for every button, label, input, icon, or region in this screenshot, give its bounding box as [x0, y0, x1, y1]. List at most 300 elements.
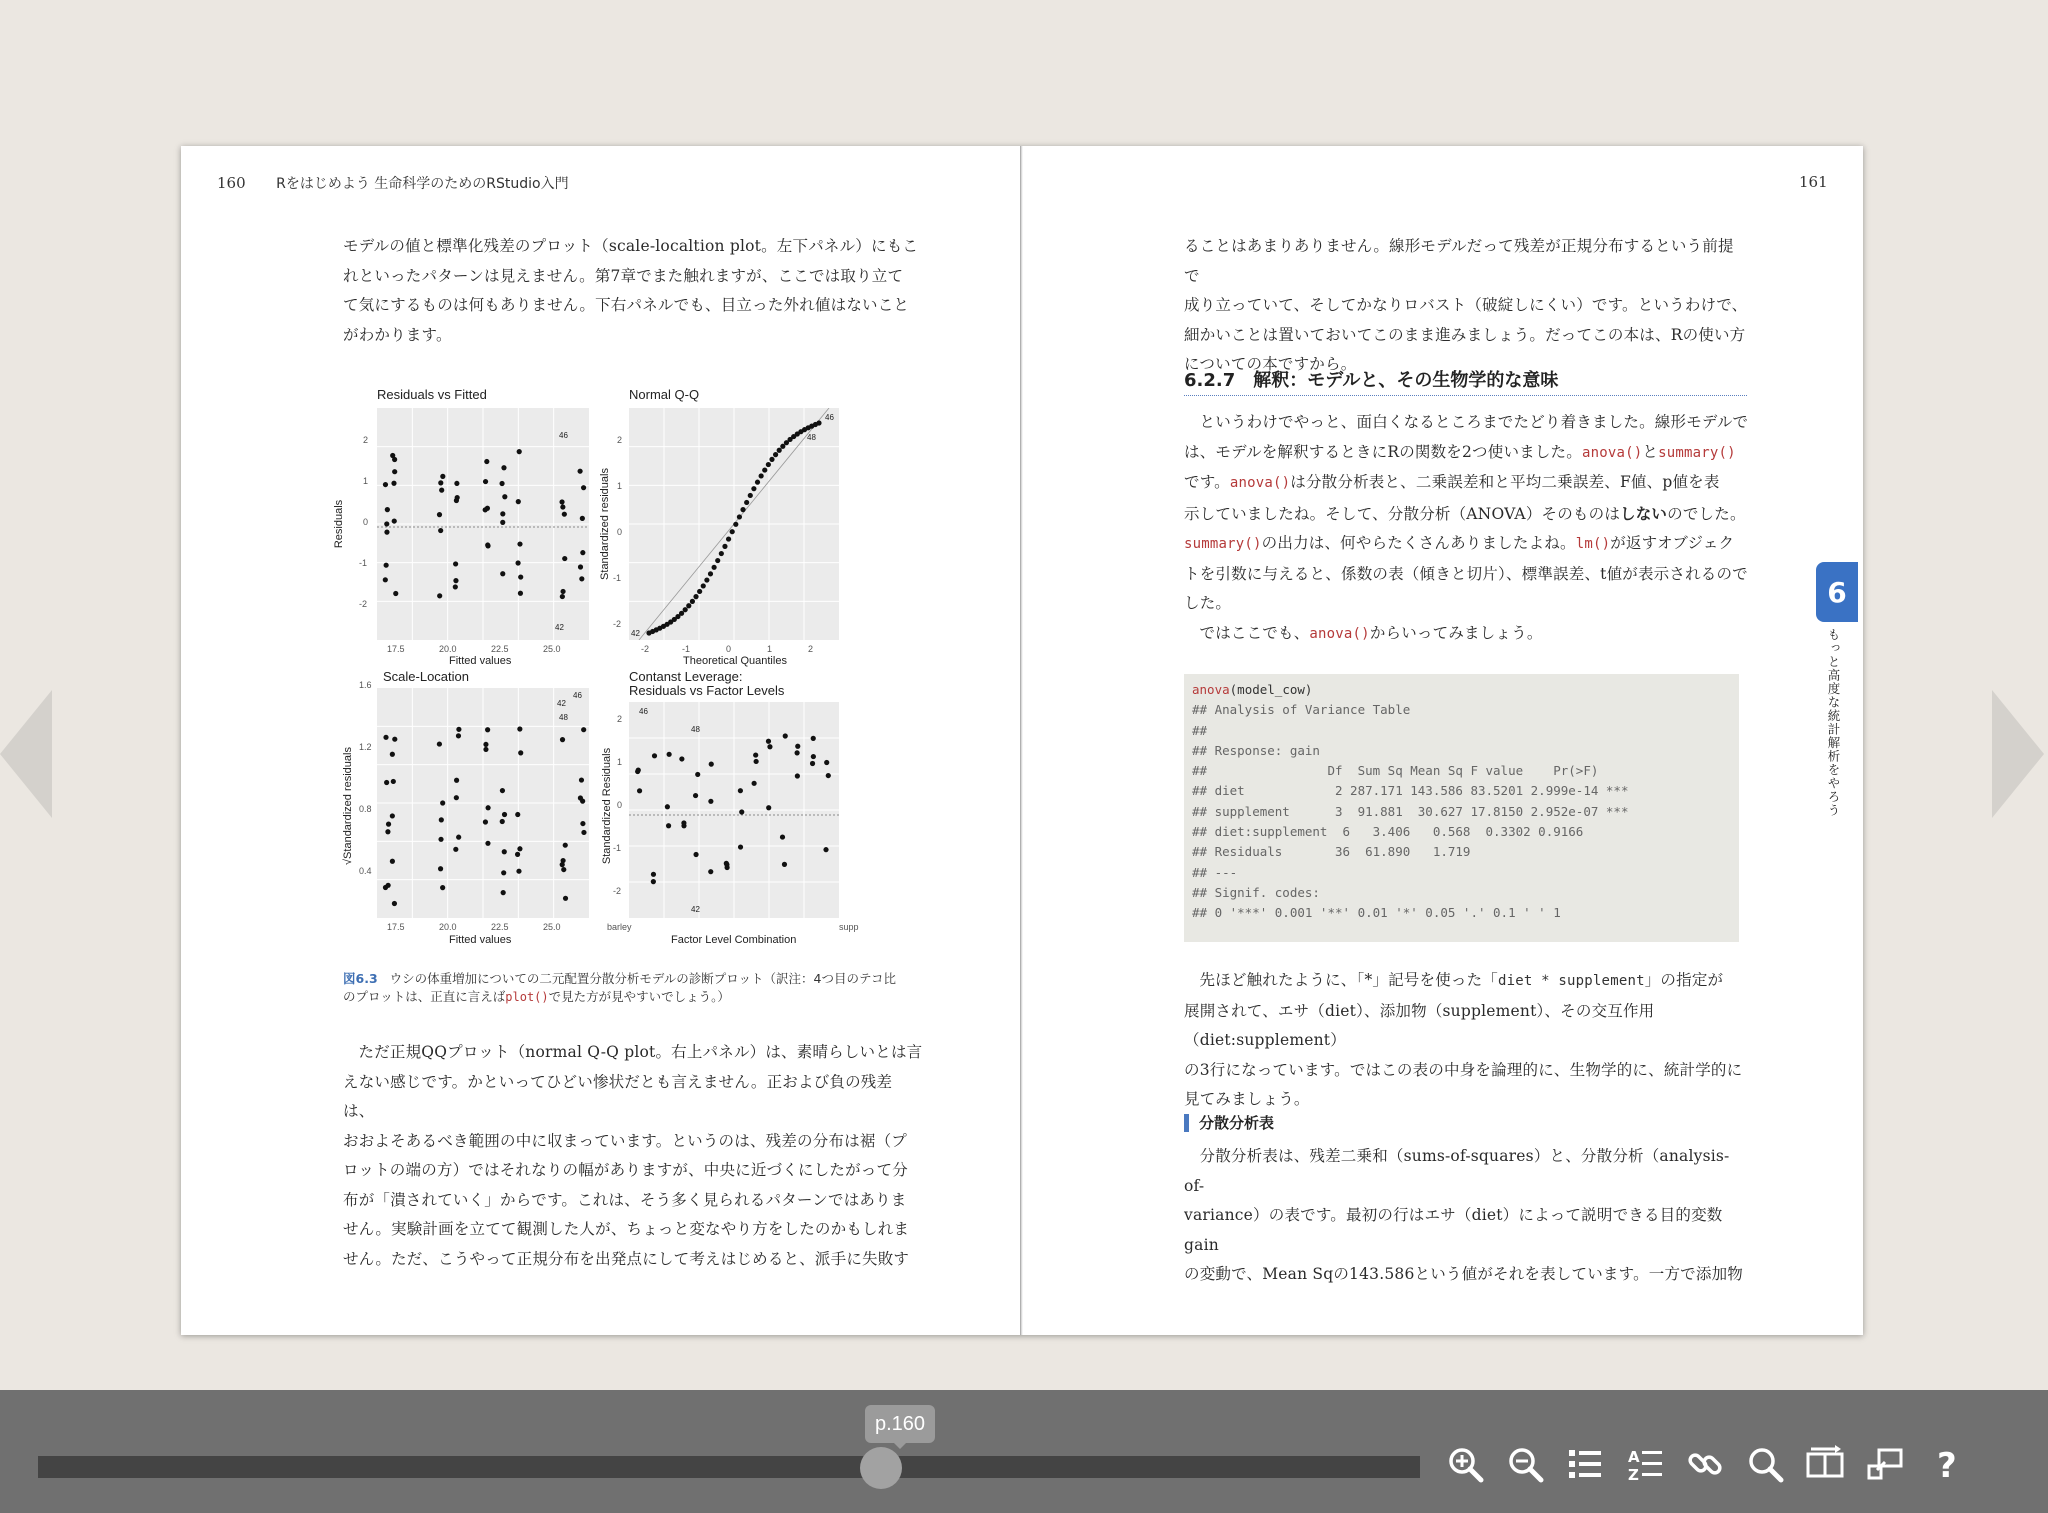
data-point	[738, 844, 743, 849]
data-point	[390, 453, 395, 458]
text-line: というわけでやっと、面白くなるところまでたどり着きました。線形モデルで	[1199, 413, 1749, 431]
data-point	[693, 852, 698, 857]
panel-title: Normal Q-Q	[629, 387, 700, 402]
r-output-code-block	[1184, 674, 1739, 942]
page-indicator: p.160	[865, 1405, 935, 1443]
data-point	[679, 756, 684, 761]
book-spread	[181, 146, 1863, 1335]
y-tick: 1	[363, 476, 369, 486]
data-point	[483, 747, 488, 752]
text-span: は分散分析表と、二乗誤差和と平均二乗誤差、F値、p値を表	[1290, 473, 1720, 491]
data-point	[712, 565, 717, 570]
text-line	[1184, 619, 1749, 650]
text-span: は、モデルを解釈するときにRの関数を2つ使いました。	[1184, 442, 1582, 461]
y-tick: 0.4	[359, 866, 372, 876]
text-line: 展開されて、エサ（diet）、添加物（supplement）、その交互作用（diet:supplement）	[1184, 1001, 1655, 1049]
code-span: summary()	[1184, 536, 1262, 552]
code-line: ## diet 2 287.171 143.586 83.5201 2.999e-14 ***	[1192, 783, 1629, 799]
code-span: summary()	[1658, 444, 1736, 461]
data-point	[708, 571, 713, 576]
data-point	[795, 773, 800, 778]
y-tick: 2	[617, 435, 623, 445]
code-span: anova()	[1229, 475, 1291, 491]
text-line: えない感じです。かといってひどい惨状だとも言えません。正および負の残差は、	[343, 1072, 893, 1120]
outlier-label: 48	[691, 725, 700, 734]
y-tick: -1	[613, 843, 622, 853]
data-point	[578, 564, 583, 569]
text-line: についての本ですから。	[1184, 355, 1357, 373]
code-function: anova	[1192, 682, 1230, 697]
data-point	[440, 885, 445, 890]
y-axis-label: Standardized residuals	[598, 468, 611, 580]
text-line: 成り立っていて、そしてかなりロバスト（破綻しにくい）です。というわけで、	[1184, 296, 1748, 314]
data-point	[384, 530, 389, 535]
data-point	[385, 829, 390, 834]
data-point	[518, 574, 523, 579]
svg-text:Z: Z	[1628, 1466, 1639, 1484]
x-tick: 20.0	[439, 922, 457, 932]
data-point	[438, 528, 443, 533]
data-point	[517, 541, 522, 546]
y-tick: 1.6	[359, 680, 372, 690]
previous-page-arrow[interactable]	[0, 690, 52, 818]
data-point	[437, 593, 442, 598]
text-span: からいってみましょう。	[1369, 623, 1543, 642]
data-point	[386, 822, 391, 827]
data-point	[666, 823, 671, 828]
text-line: 見てみましょう。	[1184, 1090, 1310, 1108]
text-span: 」の指定が	[1644, 971, 1724, 989]
data-point	[516, 869, 521, 874]
y-tick: 0.8	[359, 804, 372, 814]
data-point	[823, 847, 828, 852]
running-header	[217, 173, 569, 193]
data-point	[782, 862, 787, 867]
data-point	[724, 862, 729, 867]
data-point	[795, 744, 800, 749]
outlier-label: 48	[559, 713, 568, 722]
code-line: ## diet:supplement 6 3.406 0.568 0.3302 0.9166	[1192, 824, 1584, 840]
data-point	[581, 727, 586, 732]
data-point	[501, 870, 506, 875]
data-point	[483, 819, 488, 824]
data-point	[483, 479, 488, 484]
text-span: です。	[1184, 473, 1230, 491]
data-point	[722, 544, 727, 549]
page-number: 160	[217, 174, 246, 192]
y-tick: 2	[363, 435, 369, 445]
y-tick: 1	[617, 481, 623, 491]
x-tick: 17.5	[387, 644, 405, 654]
data-point	[500, 788, 505, 793]
data-point	[755, 480, 760, 485]
svg-text:A: A	[1628, 1448, 1640, 1466]
x-tick: -2	[641, 644, 650, 654]
body-paragraph	[343, 1038, 923, 1274]
code-span: lm()	[1575, 536, 1611, 552]
text-line: がわかります。	[343, 325, 452, 344]
y-tick: 0	[617, 527, 623, 537]
data-point	[766, 739, 771, 744]
data-point	[748, 493, 753, 498]
toc-list-icon[interactable]	[1565, 1444, 1605, 1484]
data-point	[637, 788, 642, 793]
text-line	[1184, 966, 1749, 997]
data-point	[440, 800, 445, 805]
code-line: ## Residuals 36 61.890 1.719	[1192, 844, 1471, 860]
data-point	[502, 494, 507, 499]
interpretation-paragraph	[1184, 408, 1749, 649]
data-point	[816, 420, 821, 425]
data-point	[751, 486, 756, 491]
data-point	[730, 529, 735, 534]
y-tick: -1	[613, 573, 622, 583]
caption-code: plot()	[505, 990, 549, 1004]
plot-area	[377, 688, 589, 918]
x-tick: 1	[767, 644, 773, 654]
text-line: の3行になっています。ではこの表の中身を論理的に、生物学的に、統計学的に	[1184, 1060, 1743, 1079]
data-point	[392, 469, 397, 474]
data-point	[562, 556, 567, 561]
bold-span: しない	[1620, 503, 1668, 523]
code-line: ## Signif. codes:	[1192, 884, 1320, 900]
text-line: せん。ただ、こうやって正規分布を出発点にして考えはじめると、派手に失敗す	[343, 1249, 910, 1268]
x-tick: supp	[839, 922, 859, 932]
outlier-label: 42	[631, 629, 640, 638]
panel-scale-location	[341, 669, 614, 960]
running-header	[1799, 173, 1828, 191]
running-title: Rをはじめよう 生命科学のためのRStudio入門	[276, 176, 569, 192]
data-point	[715, 558, 720, 563]
zoom-in-icon[interactable]	[1445, 1444, 1485, 1484]
intro-paragraph	[343, 232, 923, 350]
data-point	[383, 482, 388, 487]
text-span: の出力は、何やらたくさんありましたよね。	[1261, 534, 1576, 552]
data-point	[811, 736, 816, 741]
data-point	[391, 481, 396, 486]
caption-text: で見た方が見やすいでしょう。）	[548, 989, 730, 1004]
data-point	[453, 561, 458, 566]
data-point	[708, 799, 713, 804]
text-line: ロットの端の方）ではそれなりの幅がありますが、中央に近づくにしたがって分	[343, 1161, 908, 1179]
panel-residuals-vs-fitted	[333, 378, 611, 668]
data-point	[826, 773, 831, 778]
text-line: おおよそあるべき範囲の中に収まっています。というのは、残差の分布は裾（プ	[343, 1131, 907, 1150]
outlier-label: 48	[807, 433, 816, 442]
data-point	[580, 821, 585, 826]
text-line: した。	[1184, 594, 1232, 612]
x-axis-label: Factor Level Combination	[671, 934, 797, 946]
data-point	[580, 516, 585, 521]
data-point	[501, 890, 506, 895]
text-line: 細かいことは置いておいてこのまま進みましょう。だってこの本は、Rの使い方	[1184, 325, 1746, 344]
figure-id: 図6.3	[343, 971, 378, 986]
data-point	[391, 779, 396, 784]
data-point	[437, 512, 442, 517]
residuals-scatter	[377, 408, 589, 640]
data-point	[636, 768, 641, 773]
data-point	[454, 795, 459, 800]
text-line	[1184, 438, 1749, 469]
data-point	[693, 594, 698, 599]
outlier-label: 42	[691, 905, 700, 914]
data-point	[500, 520, 505, 525]
panel-title: Residuals vs Fitted	[377, 387, 487, 402]
x-axis-label: Fitted values	[449, 934, 512, 946]
data-point	[500, 571, 505, 576]
y-tick: -2	[613, 886, 622, 896]
data-point	[766, 462, 771, 467]
data-point	[560, 594, 565, 599]
qq-scatter	[629, 408, 839, 640]
data-point	[665, 804, 670, 809]
x-axis-label: Fitted values	[449, 655, 512, 667]
text-line: variance）の表です。最初の行はエサ（diet）によって説明できる目的変数gain	[1184, 1206, 1723, 1254]
outlier-label: 46	[639, 707, 648, 716]
data-point	[383, 577, 388, 582]
data-point	[579, 777, 584, 782]
code-span: anova()	[1309, 625, 1370, 642]
data-point	[454, 481, 459, 486]
x-tick: 2	[808, 644, 814, 654]
x-tick: 0	[726, 644, 732, 654]
data-point	[438, 837, 443, 842]
leverage-scatter	[629, 702, 839, 918]
outlier-label: 46	[825, 413, 834, 422]
text-line	[1184, 529, 1749, 560]
resize-window-icon[interactable]	[1865, 1444, 1905, 1484]
data-point	[777, 448, 782, 453]
plot-area	[629, 702, 839, 918]
text-line: トを引数に与えると、係数の表（傾きと切片）、標準誤差、t値が表示されるので	[1184, 564, 1748, 583]
y-tick: 1	[617, 757, 623, 767]
data-point	[752, 781, 757, 786]
data-point	[563, 896, 568, 901]
zoom-out-icon[interactable]	[1505, 1444, 1545, 1484]
code-line: ## Analysis of Variance Table	[1192, 702, 1411, 718]
outlier-label: 46	[559, 431, 568, 440]
data-point	[516, 499, 521, 504]
figure-caption	[343, 970, 923, 1006]
text-line	[1184, 499, 1749, 530]
text-line: 布が「潰されていく」からです。これは、そう多く見られるパターンではありま	[343, 1190, 907, 1209]
code-span: anova()	[1581, 444, 1643, 461]
viewer-toolbar	[0, 1390, 2048, 1513]
data-point	[385, 507, 390, 512]
x-tick: 25.0	[543, 644, 561, 654]
data-point	[392, 737, 397, 742]
data-point	[739, 809, 744, 814]
y-tick: 0	[617, 800, 623, 810]
page-number: 161	[1799, 173, 1828, 191]
data-point	[499, 481, 504, 486]
data-point	[652, 753, 657, 758]
y-tick: -1	[359, 558, 368, 568]
code-span: diet * supplement	[1498, 973, 1645, 989]
data-point	[440, 474, 445, 479]
data-point	[518, 591, 523, 596]
text-span: と	[1642, 442, 1659, 461]
x-tick: 22.5	[491, 644, 509, 654]
data-point	[762, 467, 767, 472]
data-point	[485, 841, 490, 846]
data-point	[581, 830, 586, 835]
code-line: ##	[1192, 722, 1208, 738]
text-line: 分散分析表は、残差二乗和（sums-of-squares）と、分散分析（analysis-of-	[1184, 1147, 1730, 1195]
data-point	[577, 469, 582, 474]
data-point	[384, 780, 389, 785]
data-point	[437, 741, 442, 746]
data-point	[795, 750, 800, 755]
search-icon[interactable]	[1745, 1444, 1785, 1484]
section-heading: 6.2.7 解釈：モデルと、その生物学的な意味	[1184, 366, 1747, 396]
page-slider[interactable]	[38, 1456, 1420, 1478]
data-point	[486, 805, 491, 810]
data-point	[690, 599, 695, 604]
plot-area	[377, 408, 589, 640]
data-point	[701, 583, 706, 588]
data-point	[767, 744, 772, 749]
data-point	[456, 835, 461, 840]
next-page-arrow[interactable]	[1992, 690, 2044, 818]
data-point	[518, 750, 523, 755]
chapter-title-vertical: もっと高度な統計解析をやろう	[1826, 628, 1841, 817]
anova-table-paragraph	[1184, 1142, 1749, 1290]
data-point	[453, 578, 458, 583]
data-point	[453, 847, 458, 852]
data-point	[693, 793, 698, 798]
data-point	[681, 820, 686, 825]
code-line: ## Response: gain	[1192, 742, 1320, 758]
data-point	[759, 473, 764, 478]
scale-location-scatter	[377, 688, 589, 918]
index-icon[interactable]	[1625, 1444, 1665, 1484]
data-point	[483, 507, 488, 512]
help-icon[interactable]	[1928, 1444, 1968, 1484]
text-line: て気にするものは何もありません。下右パネルでも、目立った外れ値はないこと	[343, 296, 910, 314]
outlier-label: 42	[555, 623, 564, 632]
data-point	[515, 560, 520, 565]
y-axis-label: Standardized Residuals	[601, 747, 614, 865]
text-line: れといったパターンは見えません。第7章でまた触れますが、ここでは取り立て	[343, 266, 904, 285]
code-line: ## ---	[1192, 864, 1238, 880]
data-point	[560, 862, 565, 867]
data-point	[386, 883, 391, 888]
caption-text: のプロットは、正直に言えば	[343, 989, 506, 1004]
explanation-paragraph	[1184, 966, 1749, 1115]
data-point	[390, 859, 395, 864]
data-point	[517, 449, 522, 454]
data-point	[562, 512, 567, 517]
data-point	[560, 737, 565, 742]
diagnostic-plots-figure	[333, 378, 881, 958]
data-point	[708, 869, 713, 874]
panel-title: Scale-Location	[383, 669, 469, 684]
data-point	[563, 843, 568, 848]
data-point	[390, 752, 395, 757]
data-point	[501, 465, 506, 470]
data-point	[697, 589, 702, 594]
caption-text: ウシの体重増加についての二元配置分散分析モデルの診断プロット（訳注：4つ目のテコ比	[389, 971, 896, 986]
data-point	[709, 762, 714, 767]
data-point	[744, 500, 749, 505]
data-point	[737, 514, 742, 519]
text-span: 示していましたね。そして、分散分析（ANOVA）そのものは	[1184, 504, 1621, 523]
text-line: ただ正規QQプロット（normal Q-Q plot。右上パネル）は、素晴らしいとは言	[358, 1043, 923, 1061]
x-tick: -1	[682, 644, 691, 654]
data-point	[695, 772, 700, 777]
data-point	[561, 867, 566, 872]
data-point	[502, 812, 507, 817]
intro-paragraph	[1184, 232, 1749, 380]
data-point	[392, 518, 397, 523]
left-page	[181, 146, 1021, 1335]
x-tick: 17.5	[387, 922, 405, 932]
data-point	[438, 866, 443, 871]
data-point	[651, 879, 656, 884]
y-axis-label: √Standardized residuals	[341, 747, 354, 865]
data-point	[769, 457, 774, 462]
y-tick: 1.2	[359, 742, 372, 752]
text-span: 先ほど触れたように、「*」記号を使った「	[1199, 971, 1499, 989]
text-line: の変動で、Mean Sqの143.586という値がそれを表しています。一方で添加物	[1184, 1265, 1743, 1283]
code-line: ## supplement 3 91.881 30.627 17.8150 2.952e-07 ***	[1192, 803, 1629, 819]
data-point	[773, 452, 778, 457]
data-point	[517, 846, 522, 851]
data-point	[810, 761, 815, 766]
data-point	[686, 603, 691, 608]
page-slider-thumb[interactable]	[860, 1447, 902, 1489]
text-line: モデルの値と標準化残差のプロット（scale-localtion plot。左下パネル）にもこ	[343, 237, 919, 255]
data-point	[515, 852, 520, 857]
data-point	[438, 480, 443, 485]
chapter-tab[interactable]: 6	[1816, 562, 1858, 622]
link-icon[interactable]	[1685, 1444, 1725, 1484]
y-tick: 2	[617, 714, 623, 724]
data-point	[780, 834, 785, 839]
x-tick: 20.0	[439, 644, 457, 654]
data-point	[738, 788, 743, 793]
data-point	[453, 584, 458, 589]
data-point	[384, 521, 389, 526]
text-span: ではここでも、	[1199, 623, 1310, 642]
data-point	[383, 735, 388, 740]
data-point	[454, 778, 459, 783]
data-point	[517, 726, 522, 731]
data-point	[733, 522, 738, 527]
data-point	[560, 589, 565, 594]
text-span: のでした。	[1667, 504, 1746, 523]
panel-title: Contanst Leverage: Residuals vs Factor Levels	[629, 669, 785, 698]
data-point	[500, 511, 505, 516]
subsection-heading: 分散分析表	[1184, 1114, 1274, 1132]
data-point	[667, 752, 672, 757]
x-tick: 22.5	[491, 922, 509, 932]
outlier-label: 42	[557, 699, 566, 708]
panel-leverage	[593, 670, 883, 960]
data-point	[392, 901, 397, 906]
x-axis-label: Theoretical Quantiles	[683, 655, 787, 667]
spread-view-icon[interactable]	[1805, 1444, 1845, 1484]
code-line: ## Df Sum Sq Mean Sq F value Pr(>F)	[1192, 763, 1599, 779]
data-point	[726, 536, 731, 541]
y-tick: -2	[613, 619, 622, 629]
x-tick: 25.0	[543, 922, 561, 932]
panel-normal-qq	[593, 378, 863, 668]
data-point	[384, 563, 389, 568]
data-point	[811, 754, 816, 759]
data-point	[390, 813, 395, 818]
